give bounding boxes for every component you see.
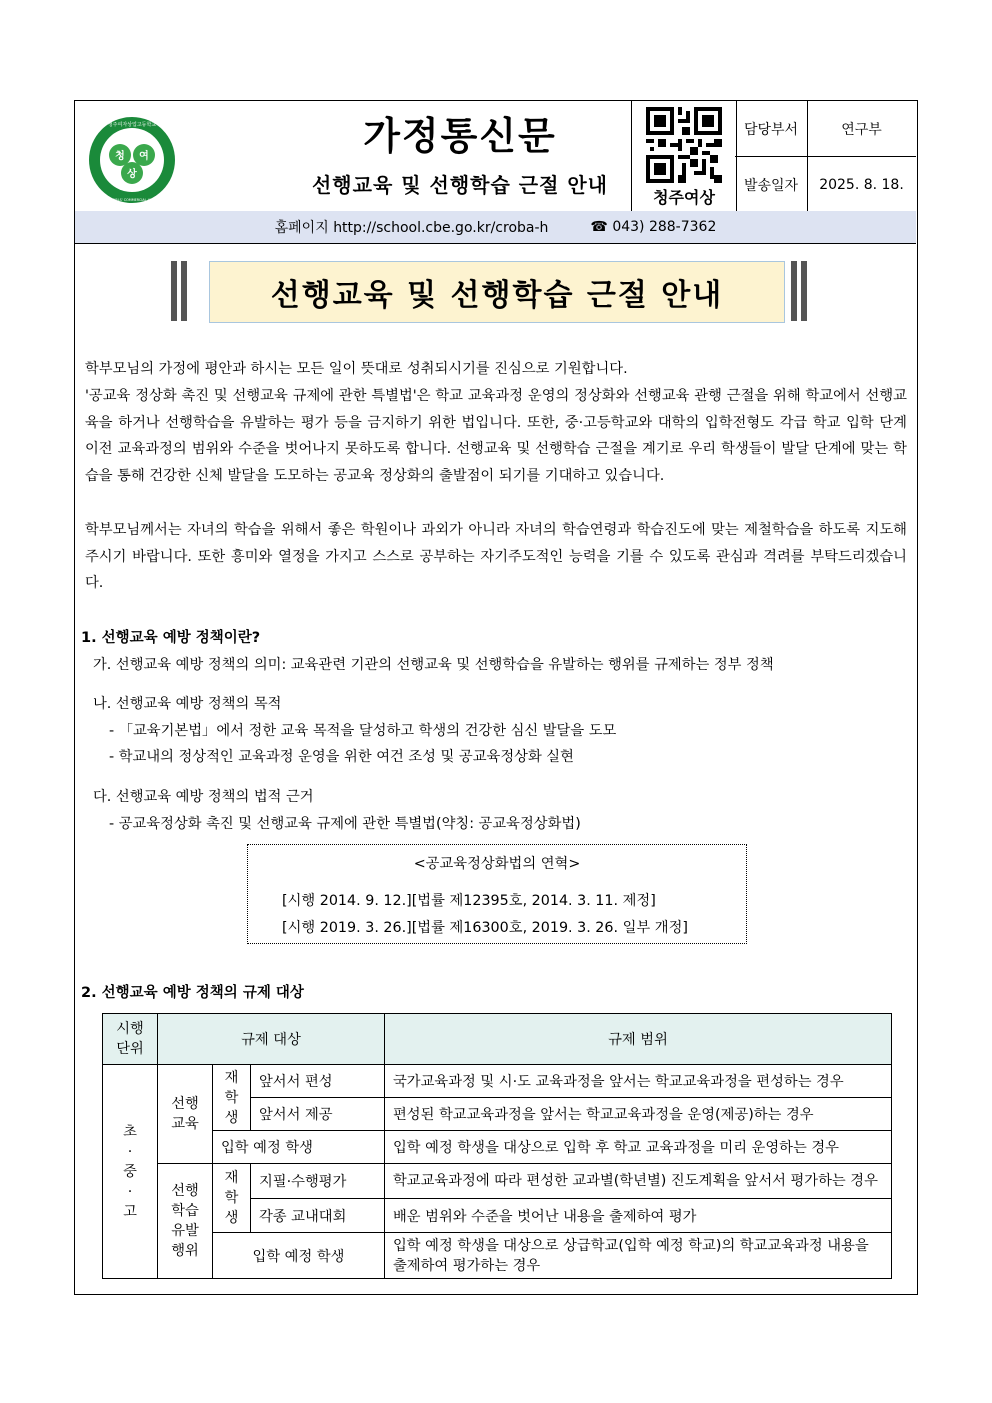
intro-paragraph-2: '공교육 정상화 촉진 및 선행교육 규제에 관한 특별법'은 학교 교육과정 운영의 정상화와 선행교육 관행 근절을 위해 학교에서 선행교육을 하거나 선행학습을 유발하는 평가 등을 금지하기 위한 법입니다. 또한, 중·고등학교와 대학의 입학전형도 각급 학교 입학 단계 이전 교육과정의 범위와 수준을 벗어나지 못하도록 합니다. 선행교육 및 선행학습 근절을 계기로 우리 학생들이 발달 단계에 맞는 학습을 통해 건강한 신체 발달을 도모하는 공교육 정상화의 출발점이 되기를 기대하고 있습니다.	[85, 388, 907, 484]
section1-item-a: 가. 선행교육 예방 정책의 의미: 교육관련 기관의 선행교육 및 선행학습을 유발하는 행위를 규제하는 정부 정책	[93, 657, 774, 673]
law-history-line-2: [시행 2019. 3. 26.][법률 제16300호, 2019. 3. 26. 일부 개정]	[282, 920, 688, 936]
logo-top-text: 청주여자상업고등학교	[107, 122, 157, 128]
qr-panel	[631, 101, 737, 211]
section1-item-b2: - 학교내의 정상적인 교육과정 운영을 위한 여건 조성 및 공교육정상화 실현	[109, 749, 574, 765]
banner-right-bars	[791, 261, 819, 321]
cell-student-1: 재 학 생	[213, 1065, 251, 1131]
intro-paragraph-3: 학부모님께서는 자녀의 학습을 위해서 좋은 학원이나 과외가 아니라 자녀의 학습연령과 학습진도에 맞는 제철학습을 하도록 지도해 주시기 바랍니다. 또한 흥미와 열정을 가지고 스스로 공부하는 자기주도적인 능력을 기를 수 있도록 관심과 격려를 부탁드리겠습니다.	[85, 522, 907, 591]
law-history-box	[247, 844, 747, 944]
date-label: 발송일자	[735, 157, 808, 212]
th-scope: 규제 범위	[385, 1014, 892, 1065]
page-title: 가정통신문	[363, 114, 557, 158]
regulation-table	[102, 1013, 892, 1279]
table-row	[103, 1164, 892, 1199]
homepage-bar	[75, 211, 916, 244]
phone-info	[590, 219, 716, 235]
logo-char-3: 상	[127, 169, 137, 180]
section2-heading: 2. 선행교육 예방 정책의 규제 대상	[81, 985, 304, 1001]
header	[75, 101, 916, 212]
homepage-link[interactable]: http://school.cbe.go.kr/croba-h	[333, 220, 549, 236]
logo-char-1: 청	[115, 151, 125, 162]
banner-left-bars	[171, 261, 199, 321]
cell-scope: 입학 예정 학생을 대상으로 상급학교(입학 예정 학교)의 학교교육과정 내용을 출제하여 평가하는 경우	[385, 1233, 892, 1279]
dept-value: 연구부	[841, 121, 882, 138]
phone-number: 043) 288-7362	[612, 219, 717, 235]
banner-title: 선행교육 및 선행학습 근절 안내	[209, 261, 785, 323]
table-row	[103, 1065, 892, 1098]
section1-item-b1: - 「교육기본법」에서 정한 교육 목적을 달성하고 학생의 건강한 심신 발달을 도모	[109, 723, 617, 739]
section1-item-b: 나. 선행교육 예방 정책의 목적	[93, 696, 282, 712]
cell-item: 지필·수행평가	[251, 1164, 385, 1199]
school-logo	[87, 115, 177, 205]
page-subtitle: 선행교육 및 선행학습 근절 안내	[311, 173, 608, 197]
cell-item: 앞서서 제공	[251, 1098, 385, 1131]
homepage-label: 홈페이지	[274, 220, 329, 236]
dept-label: 담당부서	[735, 101, 808, 156]
table-row	[103, 1233, 892, 1279]
section1-item-c1: - 공교육정상화 촉진 및 선행교육 규제에 관한 특별법(약칭: 공교육정상화법)	[109, 816, 581, 832]
logo-char-2: 여	[139, 151, 149, 162]
homepage-info	[275, 217, 549, 237]
logo-ring-text: CHEONGJU GIRLS' COMMERCIAL HIGH SCHOOL	[92, 198, 172, 202]
law-history-line-1: [시행 2014. 9. 12.][법률 제12395호, 2014. 3. 11. 제정]	[282, 893, 656, 909]
th-unit: 시행 단위	[103, 1014, 158, 1065]
document-frame	[74, 100, 918, 1295]
cell-item: 입학 예정 학생	[213, 1233, 385, 1279]
table-row	[103, 1131, 892, 1164]
table-header-row	[103, 1014, 892, 1065]
dept-row	[735, 101, 916, 156]
section1-item-c: 다. 선행교육 예방 정책의 법적 근거	[93, 789, 314, 805]
cell-student-2: 재 학 생	[213, 1164, 251, 1233]
meta-table	[735, 101, 916, 211]
cell-scope: 국가교육과정 및 시·도 교육과정을 앞서는 학교교육과정을 편성하는 경우	[385, 1065, 892, 1098]
cell-item: 앞서서 편성	[251, 1065, 385, 1098]
date-row	[735, 156, 916, 212]
cell-group-1: 선행 교육	[158, 1065, 213, 1164]
phone-icon: ☎	[590, 219, 608, 235]
law-history-title: <공교육정상화법의 연혁>	[413, 856, 581, 872]
qr-code-icon[interactable]	[646, 107, 722, 183]
cell-item: 입학 예정 학생	[213, 1131, 385, 1164]
cell-unit: 초 · 중 · 고	[103, 1065, 158, 1279]
cell-scope: 편성된 학교교육과정을 앞서는 학교교육과정을 운영(제공)하는 경우	[385, 1098, 892, 1131]
cell-group-2: 선행 학습 유발 행위	[158, 1164, 213, 1279]
section1-heading: 1. 선행교육 예방 정책이란?	[81, 630, 261, 646]
th-target: 규제 대상	[158, 1014, 385, 1065]
intro-paragraph-1: 학부모님의 가정에 평안과 하시는 모든 일이 뜻대로 성취되시기를 진심으로 기원합니다.	[85, 361, 628, 377]
date-value: 2025. 8. 18.	[819, 176, 904, 193]
cell-item: 각종 교내대회	[251, 1199, 385, 1233]
cell-scope: 배운 범위와 수준을 벗어난 내용을 출제하여 평가	[385, 1199, 892, 1233]
qr-label: 청주여상	[653, 188, 715, 207]
cell-scope: 학교교육과정에 따라 편성한 교과별(학년별) 진도계획을 앞서서 평가하는 경우	[385, 1164, 892, 1199]
cell-scope: 입학 예정 학생을 대상으로 입학 후 학교 교육과정을 미리 운영하는 경우	[385, 1131, 892, 1164]
